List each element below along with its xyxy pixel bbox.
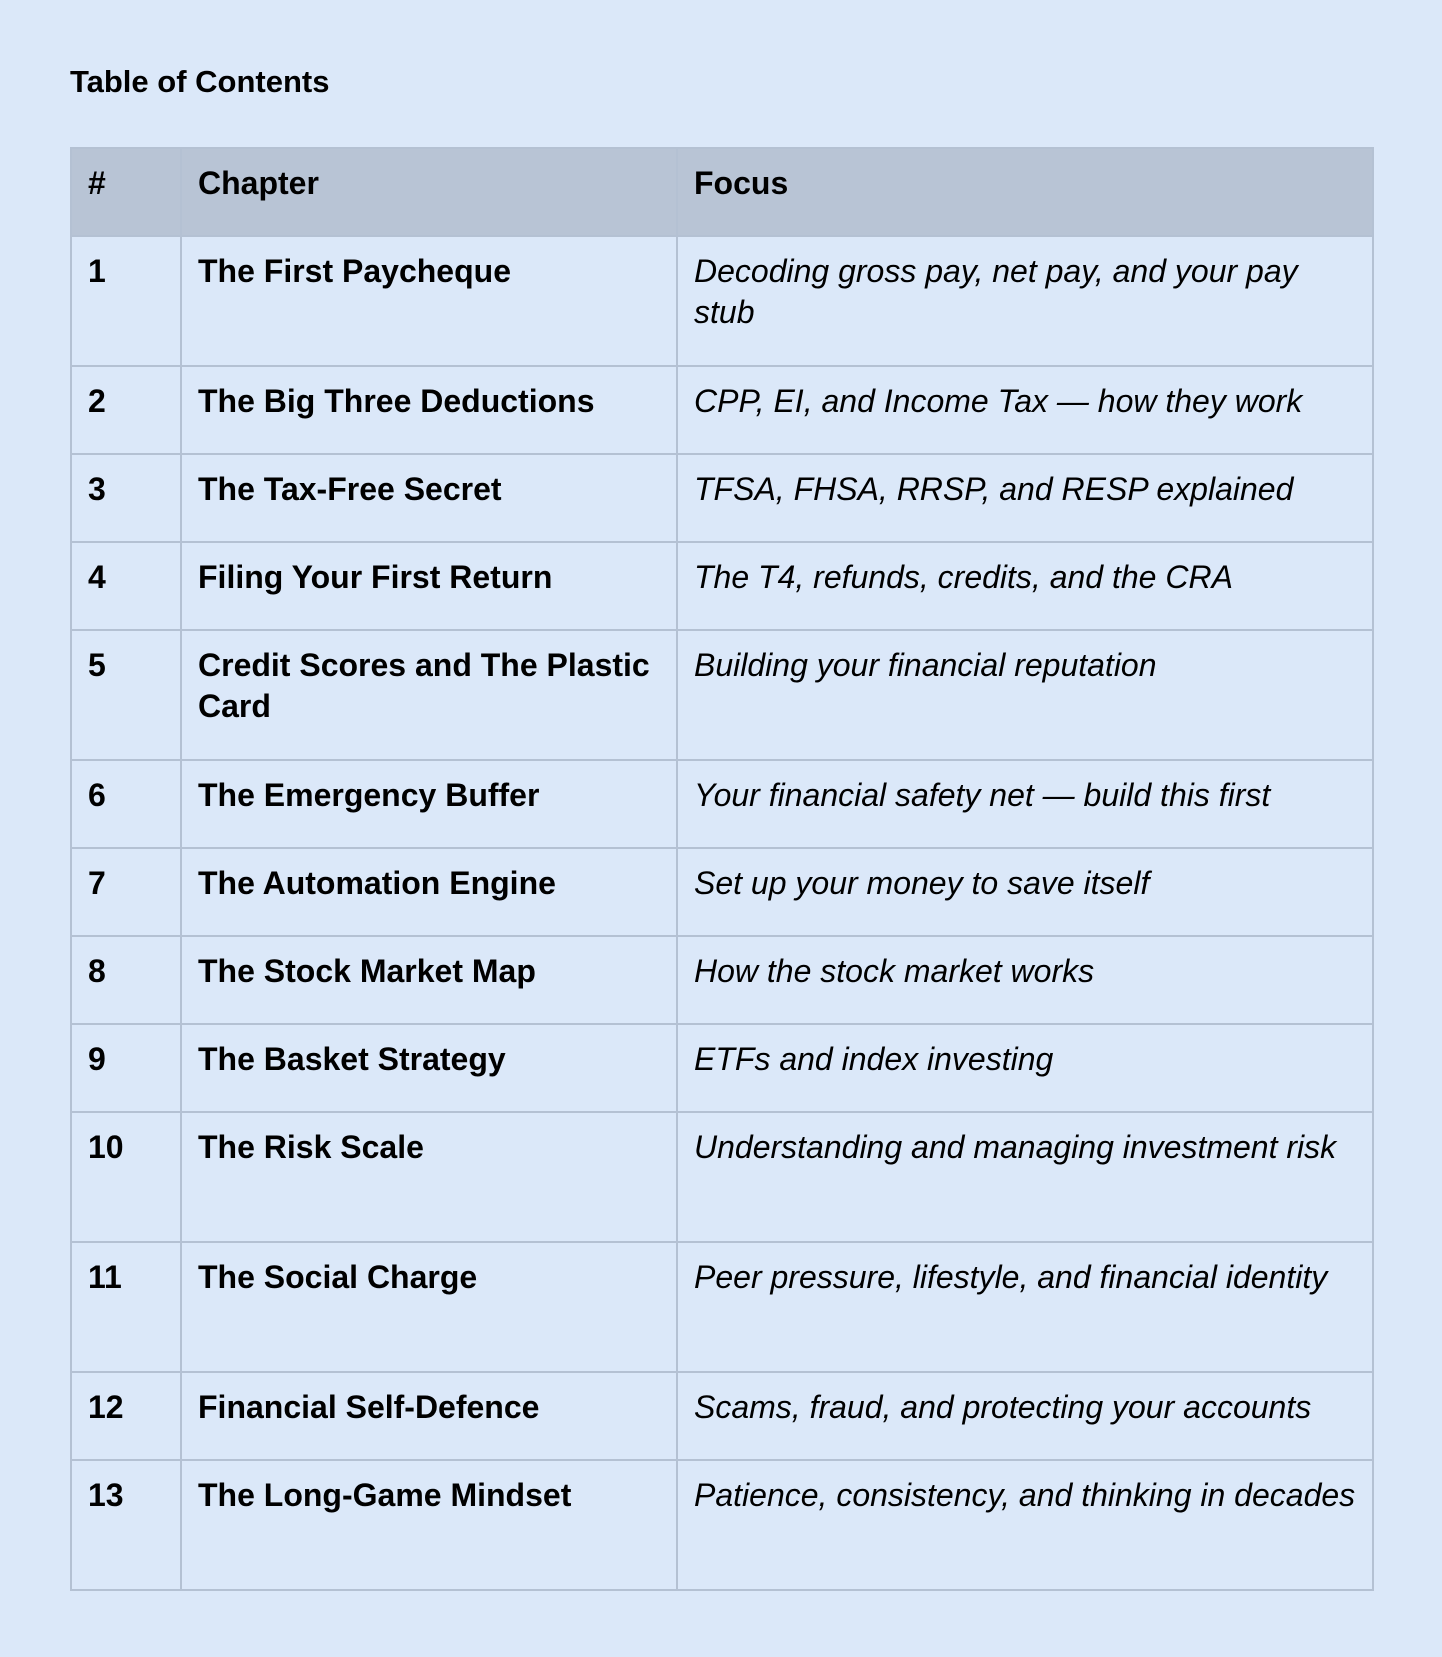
- chapter-number: 4: [71, 542, 181, 630]
- chapter-number: 9: [71, 1024, 181, 1112]
- chapter-title: The Risk Scale: [181, 1112, 677, 1242]
- chapter-focus: The T4, refunds, credits, and the CRA: [677, 542, 1373, 630]
- table-row: [71, 1024, 1373, 1112]
- chapter-focus: Your financial safety net — build this first: [677, 760, 1373, 848]
- chapter-number: 7: [71, 848, 181, 936]
- chapter-title: The Basket Strategy: [181, 1024, 677, 1112]
- chapter-number: 6: [71, 760, 181, 848]
- chapter-focus: Decoding gross pay, net pay, and your pay stub: [677, 236, 1373, 366]
- header-chapter: Chapter: [181, 148, 677, 236]
- chapter-title: Credit Scores and The Plastic Card: [181, 630, 677, 760]
- chapter-title: The Tax-Free Secret: [181, 454, 677, 542]
- chapter-focus: Peer pressure, lifestyle, and financial identity: [677, 1242, 1373, 1372]
- table-row: [71, 630, 1373, 760]
- chapter-title: The Emergency Buffer: [181, 760, 677, 848]
- chapter-title: Financial Self-Defence: [181, 1372, 677, 1460]
- header-number: #: [71, 148, 181, 236]
- chapter-number: 2: [71, 366, 181, 454]
- chapter-focus: TFSA, FHSA, RRSP, and RESP explained: [677, 454, 1373, 542]
- chapter-focus: ETFs and index investing: [677, 1024, 1373, 1112]
- chapter-title: The Social Charge: [181, 1242, 677, 1372]
- chapter-title: Filing Your First Return: [181, 542, 677, 630]
- table-row: [71, 1112, 1373, 1242]
- table-row: [71, 936, 1373, 1024]
- chapter-focus: Set up your money to save itself: [677, 848, 1373, 936]
- table-row: [71, 454, 1373, 542]
- chapter-title: The Long-Game Mindset: [181, 1460, 677, 1590]
- table-row: [71, 236, 1373, 366]
- chapter-title: The First Paycheque: [181, 236, 677, 366]
- chapter-number: 13: [71, 1460, 181, 1590]
- table-row: [71, 760, 1373, 848]
- chapter-number: 10: [71, 1112, 181, 1242]
- table-row: [71, 848, 1373, 936]
- table-header-row: [71, 148, 1373, 236]
- header-focus: Focus: [677, 148, 1373, 236]
- chapter-title: The Automation Engine: [181, 848, 677, 936]
- table-row: [71, 366, 1373, 454]
- chapter-number: 12: [71, 1372, 181, 1460]
- chapter-focus: Scams, fraud, and protecting your accounts: [677, 1372, 1373, 1460]
- page-title: Table of Contents: [70, 64, 330, 99]
- chapter-title: The Big Three Deductions: [181, 366, 677, 454]
- chapter-focus: How the stock market works: [677, 936, 1373, 1024]
- table-row: [71, 1372, 1373, 1460]
- chapter-focus: Patience, consistency, and thinking in decades: [677, 1460, 1373, 1590]
- table-row: [71, 1242, 1373, 1372]
- chapter-focus: CPP, EI, and Income Tax — how they work: [677, 366, 1373, 454]
- chapter-focus: Understanding and managing investment risk: [677, 1112, 1373, 1242]
- chapter-number: 1: [71, 236, 181, 366]
- chapter-focus: Building your financial reputation: [677, 630, 1373, 760]
- toc-table: [70, 147, 1374, 1591]
- table-row: [71, 1460, 1373, 1590]
- chapter-number: 3: [71, 454, 181, 542]
- chapter-title: The Stock Market Map: [181, 936, 677, 1024]
- chapter-number: 11: [71, 1242, 181, 1372]
- table-row: [71, 542, 1373, 630]
- chapter-number: 8: [71, 936, 181, 1024]
- chapter-number: 5: [71, 630, 181, 760]
